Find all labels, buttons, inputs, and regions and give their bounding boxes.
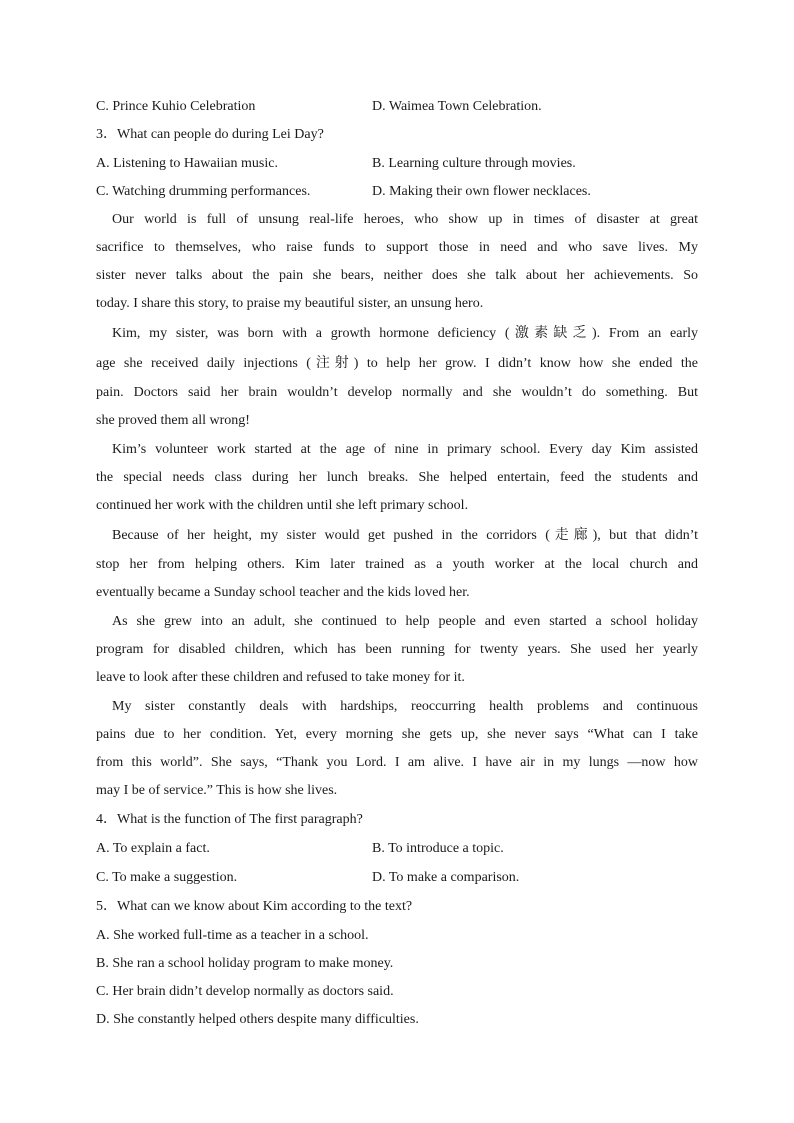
- q3-option-c: C. Watching drumming performances.: [96, 184, 311, 199]
- q4-option-c: C. To make a suggestion.: [96, 870, 238, 885]
- q5-option-c: C. Her brain didn’t develop normally as doctors said.: [96, 984, 394, 999]
- q2-option-d: D. Waimea Town Celebration.: [372, 99, 542, 114]
- q2-options-row-cd: [96, 93, 698, 121]
- passage-paragraph-6: My sister constantly deals with hardships, reoccurring health problems and continuous pains due to her condition. Yet, every morning she gets up, she never says “What can I take from this world”. She says, “Thank you Lord. I am alive. I have air in my lungs —now how may I be of service.” This is how she lives.: [96, 699, 698, 798]
- q3-option-b: B. Learning culture through movies.: [372, 156, 576, 171]
- q2-option-c: C. Prince Kuhio Celebration: [96, 99, 256, 114]
- passage-paragraph-1: Our world is full of unsung real-life heroes, who show up in times of disaster at great sacrifice to themselves, who raise funds to support those in need and who save lives. My sister never talks about the pain she bears, neither does she talk about her achievements. So today. I share this story, to praise my beautiful sister, an unsung hero.: [96, 212, 698, 311]
- passage-paragraph-3: Kim’s volunteer work started at the age of nine in primary school. Every day Kim assisted the special needs class during her lunch breaks. She helped entertain, feed the students and continued her work with the children until she left primary school.: [96, 442, 698, 513]
- passage-paragraph-5: As she grew into an adult, she continued to help people and even started a school holiday program for disabled children, which has been running for twenty years. She used her yearly leave to look after these children and refused to take money for it.: [96, 614, 698, 685]
- q5-stem: 5．What can we know about Kim according to the text?: [96, 899, 413, 914]
- q5-option-d: D. She constantly helped others despite many difficulties.: [96, 1012, 419, 1027]
- q3-options-row-ab: [96, 150, 698, 178]
- passage-paragraph-4: Because of her height, my sister would get pushed in the corridors (走廊), but that didn’t stop her from helping others. Kim later trained as a youth worker at the local church and eventually became a Sunday school teacher and the kids loved her.: [96, 528, 698, 600]
- q3-options-row-cd: [96, 178, 698, 206]
- q5-option-a: A. She worked full-time as a teacher in a school.: [96, 928, 369, 943]
- q4-option-a: A. To explain a fact.: [96, 841, 210, 856]
- q4-option-b: B. To introduce a topic.: [372, 841, 504, 856]
- q3-option-a: A. Listening to Hawaiian music.: [96, 156, 278, 171]
- q4-option-d: D. To make a comparison.: [372, 870, 520, 885]
- passage-paragraph-2: Kim, my sister, was born with a growth hormone deficiency (激素缺乏). From an early age she received daily injections (注射) to help her grow. I didn’t know how she ended the pain. Doctors said her brain wouldn’t develop normally and she wouldn’t do something. But she proved them all wrong!: [96, 326, 698, 428]
- q3-option-d: D. Making their own flower necklaces.: [372, 184, 591, 199]
- q5-option-b: B. She ran a school holiday program to make money.: [96, 956, 394, 971]
- q3-stem: 3．What can people do during Lei Day?: [96, 127, 324, 142]
- q4-options-row-ab: [96, 835, 698, 864]
- q4-options-row-cd: [96, 864, 698, 893]
- exam-page: [96, 93, 698, 1034]
- q4-stem: 4．What is the function of The first paragraph?: [96, 812, 363, 827]
